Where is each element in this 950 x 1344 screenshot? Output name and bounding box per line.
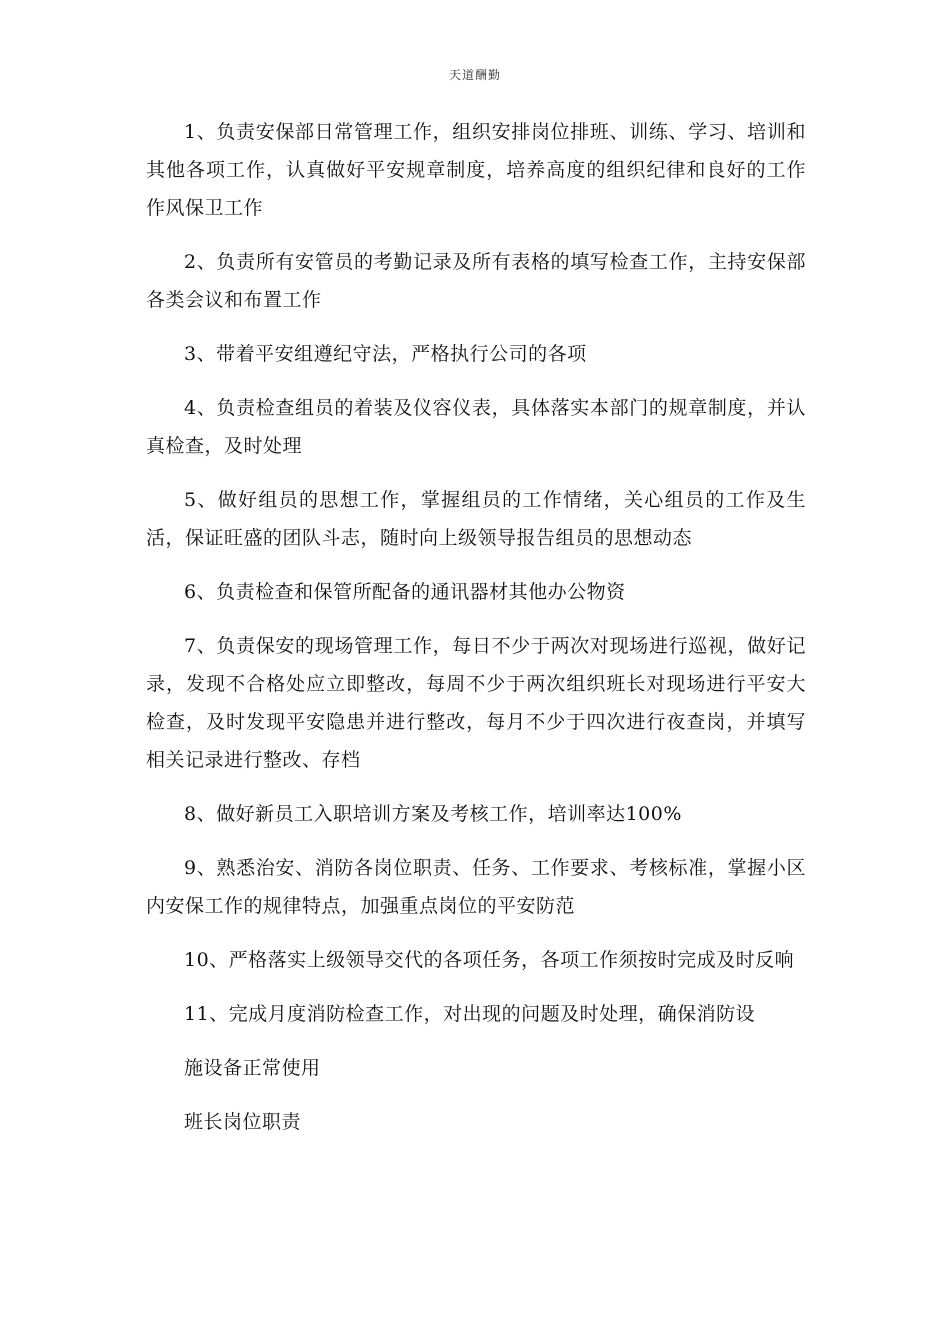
page-header: 天道酬勤 bbox=[448, 68, 501, 82]
document-body bbox=[146, 113, 806, 1157]
paragraph-6: 6、负责检查和保管所配备的通讯器材其他办公物资 bbox=[184, 581, 626, 603]
paragraph-11: 11、完成月度消防检查工作，对出现的问题及时处理，确保消防设 bbox=[184, 1003, 756, 1025]
paragraph-4: 4、负责检查组员的着装及仪容仪表，具体落实本部门的规章制度，并认真检查，及时处理 bbox=[146, 397, 806, 457]
paragraph-7: 7、负责保安的现场管理工作，每日不少于两次对现场进行巡视，做好记录，发现不合格处应立即整改，每周不少于两次组织班长对现场进行平安大检查，及时发现平安隐患并进行整改，每月不少于四次进行夜查岗，并填写相关记录进行整改、存档 bbox=[146, 635, 806, 771]
paragraph-2: 2、负责所有安管员的考勤记录及所有表格的填写检查工作，主持安保部各类会议和布置工作 bbox=[146, 251, 806, 311]
paragraph-9: 9、熟悉治安、消防各岗位职责、任务、工作要求、考核标准，掌握小区内安保工作的规律特点，加强重点岗位的平安防范 bbox=[146, 857, 806, 917]
paragraph-10: 10、严格落实上级领导交代的各项任务，各项工作须按时完成及时反响 bbox=[184, 949, 795, 971]
paragraph-11-continued: 施设备正常使用 bbox=[184, 1057, 321, 1079]
section-heading-team-leader-duties: 班长岗位职责 bbox=[184, 1111, 302, 1133]
paragraph-1: 1、负责安保部日常管理工作，组织安排岗位排班、训练、学习、培训和其他各项工作，认真做好平安规章制度，培养高度的组织纪律和良好的工作作风保卫工作 bbox=[146, 121, 806, 219]
paragraph-3: 3、带着平安组遵纪守法，严格执行公司的各项 bbox=[184, 343, 587, 365]
paragraph-5: 5、做好组员的思想工作，掌握组员的工作情绪，关心组员的工作及生活，保证旺盛的团队斗志，随时向上级领导报告组员的思想动态 bbox=[146, 489, 806, 549]
paragraph-8: 8、做好新员工入职培训方案及考核工作，培训率达100% bbox=[184, 803, 682, 825]
